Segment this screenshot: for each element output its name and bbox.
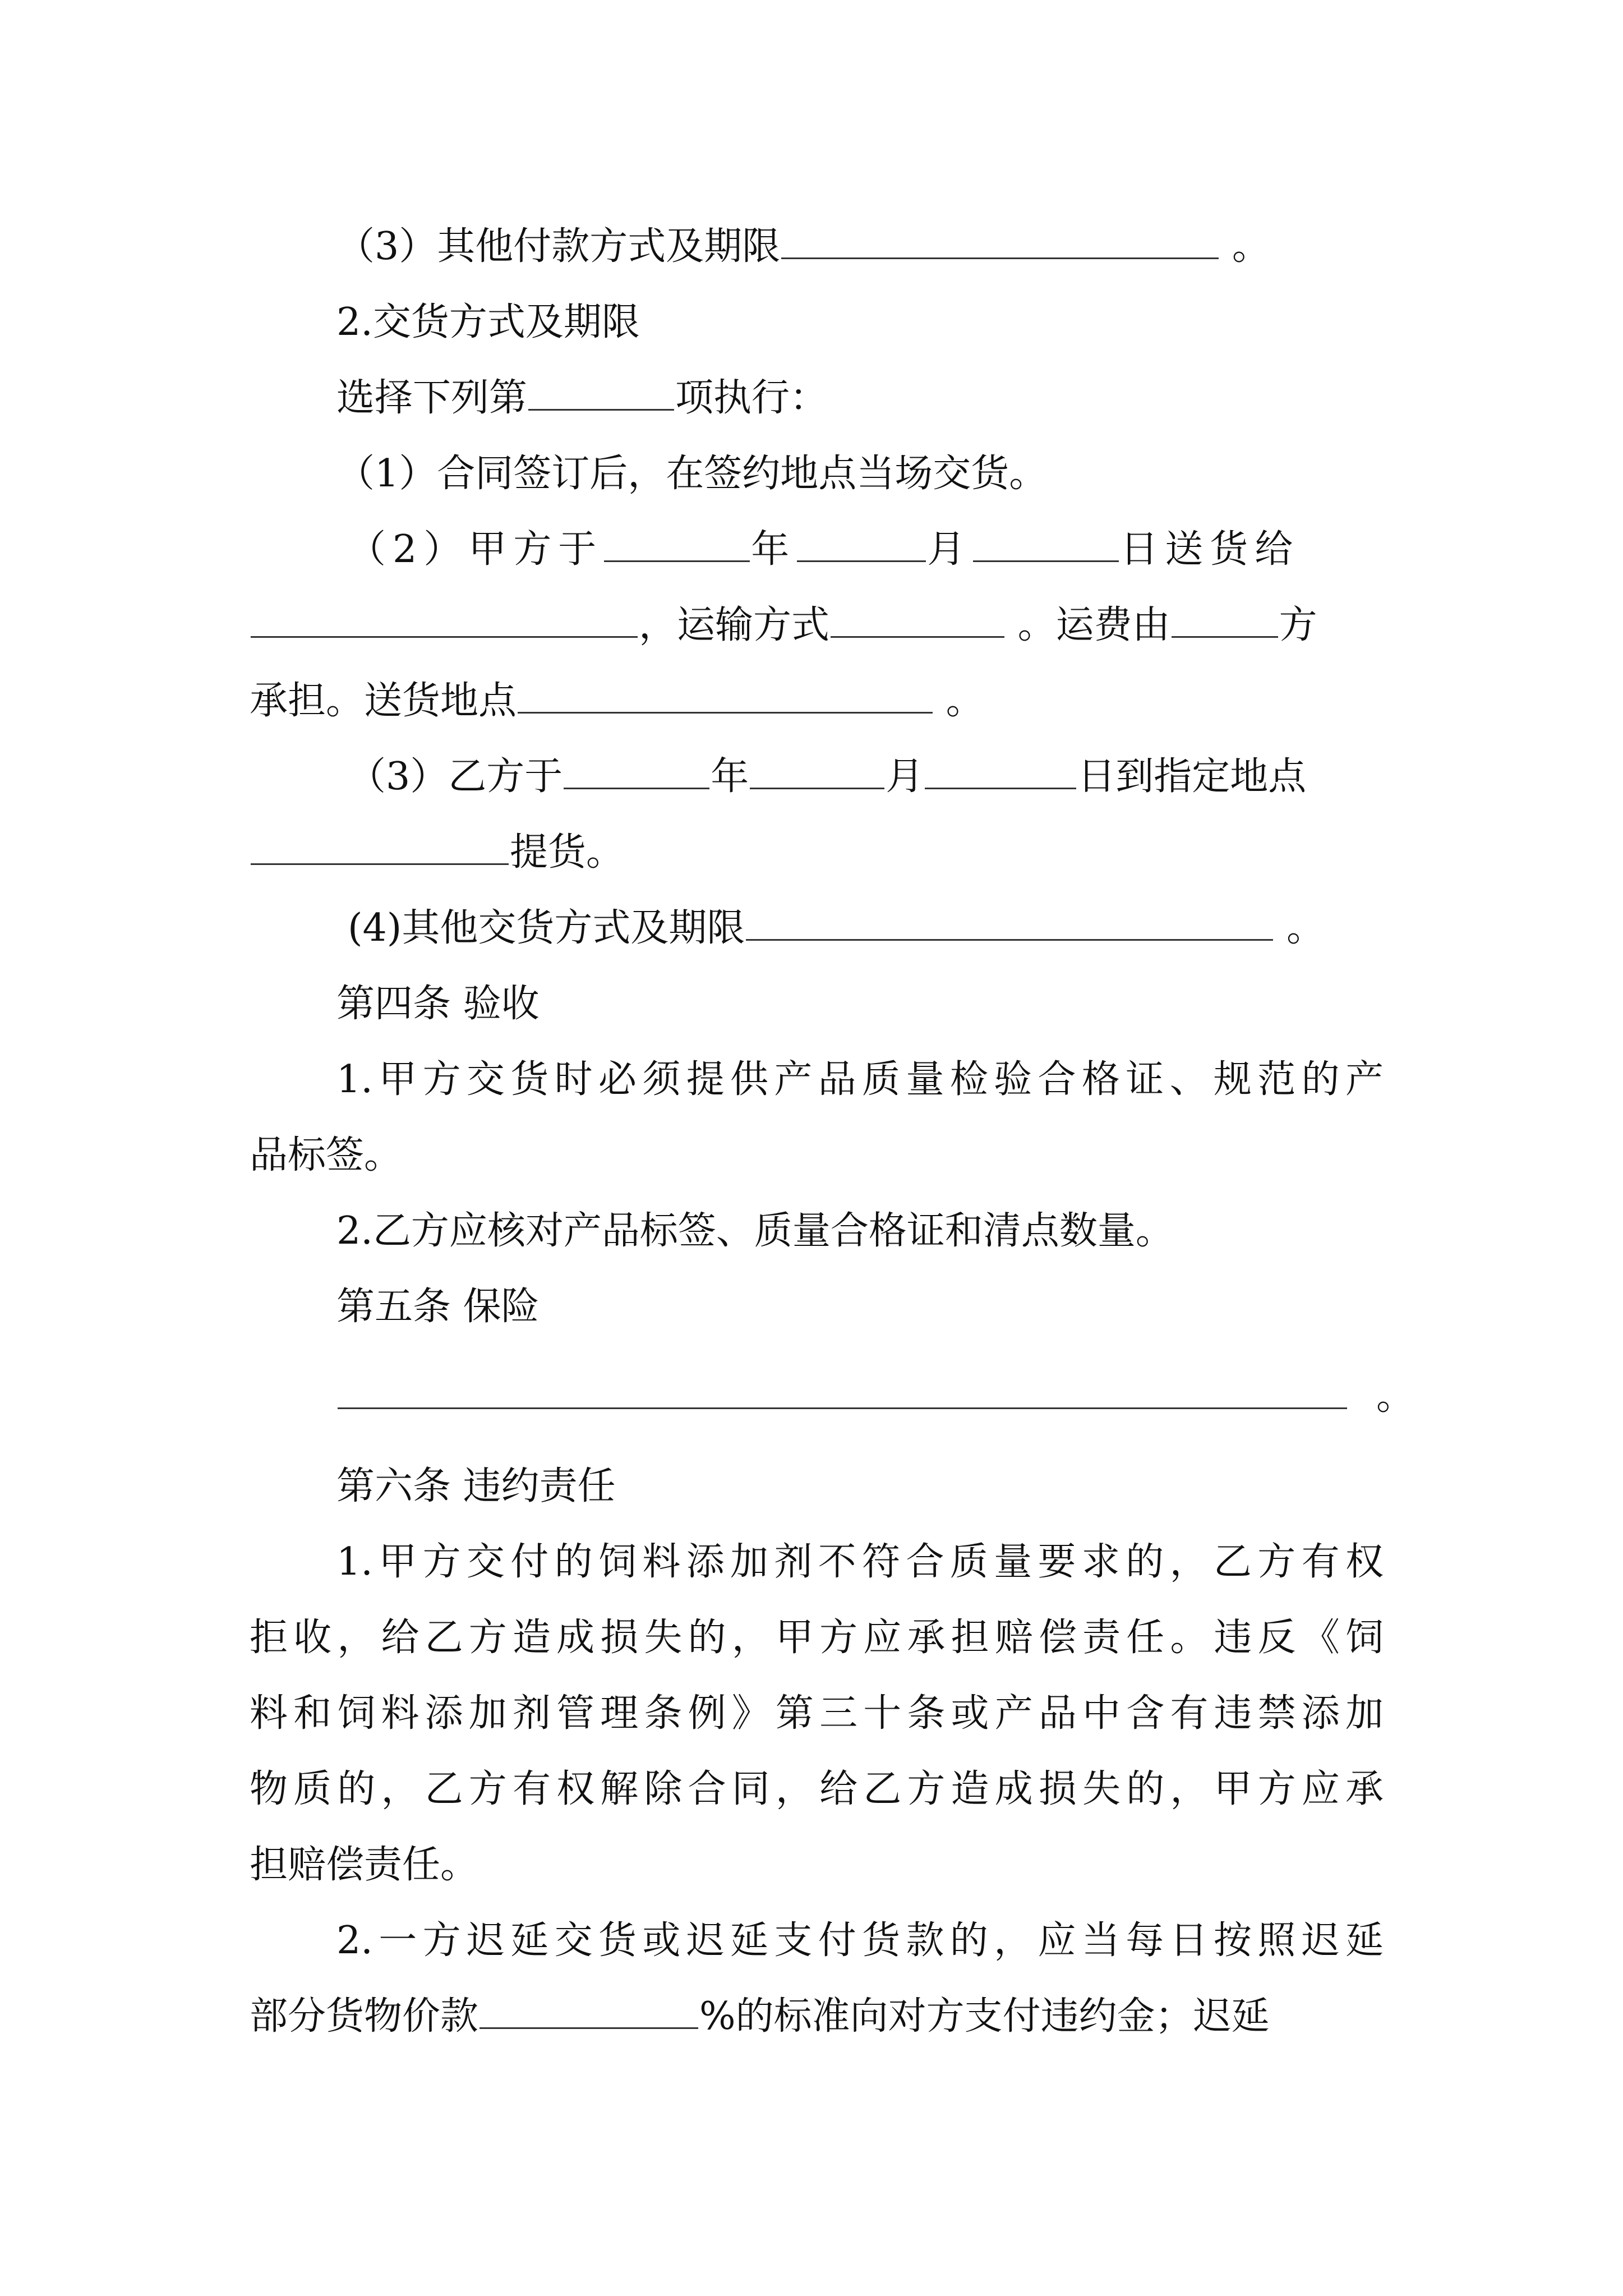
blank-line <box>528 408 674 411</box>
article-4-item-1: 1.甲方交货时必须提供产品质量检验合格证、规范的产 <box>336 1057 1384 1102</box>
blank-line <box>925 787 1076 789</box>
blank-line <box>781 257 1219 259</box>
text: 月 <box>927 527 972 572</box>
text: （3）其他付款方式及期限 <box>336 224 781 269</box>
text: 月 <box>886 754 924 799</box>
text: 。运费由 <box>1006 603 1170 647</box>
article-4-heading: 第四条 验收 <box>336 982 540 1026</box>
blank-line <box>479 2027 698 2029</box>
blank-line <box>251 863 509 865</box>
article-6-item-1-cont-2: 料和饲料添加剂管理条例》第三十条或产品中含有违禁添加 <box>250 1691 1384 1736</box>
text: 选择下列第 <box>336 376 528 420</box>
article-6-item-1-cont-3: 物质的，乙方有权解除合同，给乙方造成损失的，甲方应承 <box>250 1767 1384 1811</box>
text: ，运输方式 <box>639 603 830 647</box>
text: (4)其他交货方式及期限 <box>348 906 745 950</box>
option-3-line <box>348 749 1306 805</box>
text: 年 <box>751 527 796 572</box>
text: %的标准向对方支付违约金；迟延 <box>699 1994 1270 2039</box>
text: 。 <box>1376 1374 1415 1419</box>
text: 。 <box>1274 906 1325 950</box>
blank-line <box>1172 636 1278 638</box>
article-6-item-1: 1.甲方交付的饲料添加剂不符合质量要求的，乙方有权 <box>336 1540 1384 1584</box>
blank-line <box>518 711 933 714</box>
blank-line <box>251 636 638 638</box>
text: 日送货给 <box>1120 527 1300 572</box>
blank-line <box>604 560 750 562</box>
option-4-line <box>348 900 1325 956</box>
blank-line <box>831 636 1004 638</box>
option-2-transport-line <box>250 597 1317 654</box>
text: 年 <box>711 754 749 799</box>
article-4-item-2: 2.乙方应核对产品标签、质量合格证和清点数量。 <box>336 1209 1174 1253</box>
article-6-item-2: 2.一方迟延交货或迟延支付货款的，应当每日按照迟延 <box>336 1918 1384 1963</box>
text: 部分货物价款 <box>250 1994 479 2039</box>
blank-line <box>746 938 1273 941</box>
article-6-item-2-cont <box>250 1989 1270 2045</box>
option-2-location-line <box>250 673 984 729</box>
blank-line <box>338 1407 1347 1409</box>
article-6-heading: 第六条 违约责任 <box>336 1464 616 1508</box>
text: （2）甲方于 <box>348 527 603 572</box>
text: 。 <box>1220 224 1270 269</box>
text: 项执行： <box>675 376 828 420</box>
article-6-item-1-cont-4: 担赔偿责任。 <box>250 1843 479 1887</box>
blank-line <box>973 560 1119 562</box>
text: 日到指定地点 <box>1077 754 1307 799</box>
insurance-line <box>336 1369 1414 1425</box>
text: 提货。 <box>510 830 625 875</box>
article-6-item-1-cont-1: 拒收，给乙方造成损失的，甲方应承担赔偿责任。违反《饲 <box>250 1616 1384 1660</box>
choose-item-line <box>336 370 828 426</box>
option-3-pickup-line <box>250 825 624 881</box>
article-5-heading: 第五条 保险 <box>336 1285 540 1329</box>
option-1-line: （1）合同签订后，在签约地点当场交货。 <box>336 452 1048 496</box>
text: （3）乙方于 <box>348 754 563 799</box>
text: 承担。送货地点 <box>250 679 517 723</box>
blank-line <box>750 787 884 789</box>
article-4-item-1-cont: 品标签。 <box>250 1133 403 1177</box>
delivery-heading: 2.交货方式及期限 <box>336 300 640 344</box>
text: 方 <box>1279 603 1317 647</box>
blank-line <box>797 560 926 562</box>
blank-line <box>564 787 709 789</box>
option-2-line <box>348 522 1299 578</box>
payment-other-line <box>336 219 1270 275</box>
text: 。 <box>934 679 984 723</box>
